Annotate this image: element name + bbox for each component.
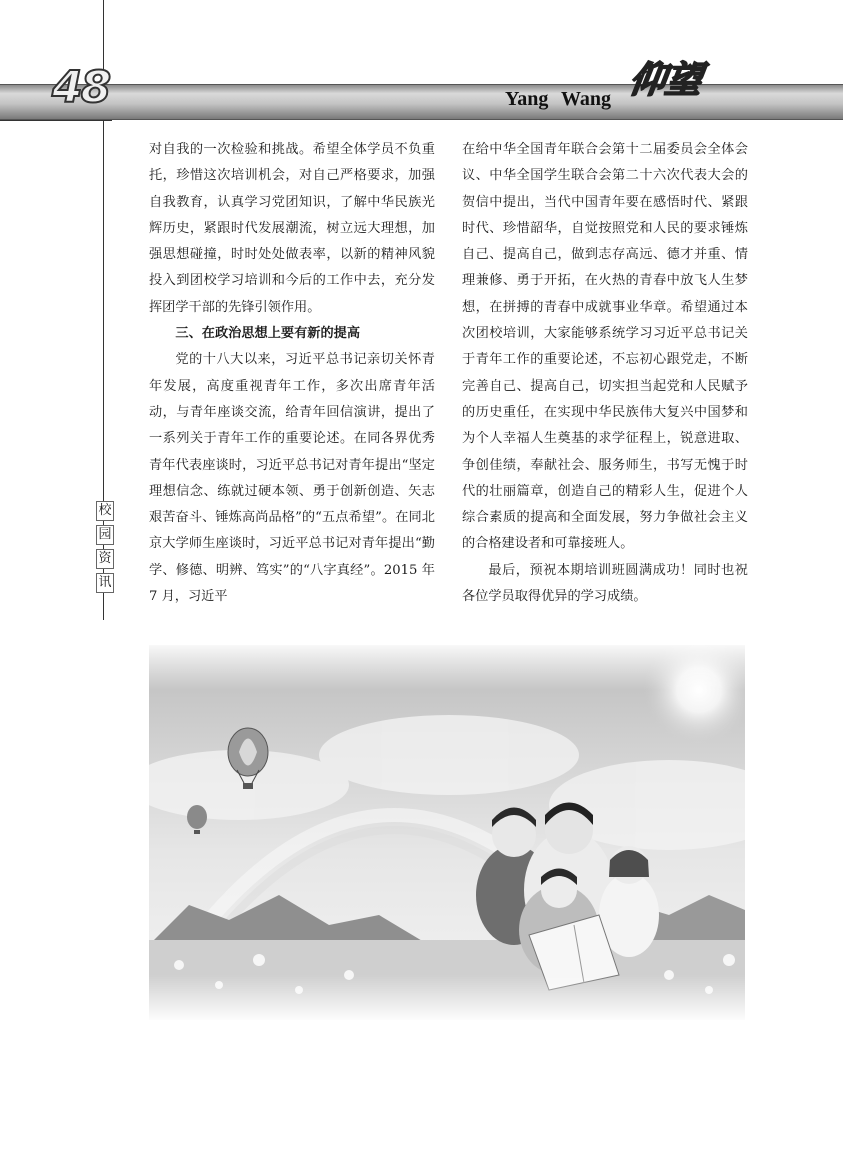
side-label-char: 资	[96, 549, 114, 569]
section-heading: 三、在政治思想上要有新的提高	[175, 326, 361, 342]
side-label-char: 讯	[96, 573, 114, 593]
margin-horizontal-rule	[0, 120, 112, 121]
paragraph: 在给中华全国青年联合会第十二届委员会全体会议、中华全国学生联合会第二十六次代表大会的贺信中提出，当代中国青年要在感悟时代、紧跟时代、珍惜韶华，自觉按照党和人民的要求锤炼自己、提高自己，做到志存高远、德才并重、情理兼修、勇于开拓，在火热的青春中放飞人生梦想，在拼搏的青春中成就事业华章。希望通过本次团校培训，大家能够系统学习习近平总书记关于青年工作的重要论述，不忘初心跟党走，不断完善自己、提高自己，切实担当起党和人民赋予的历史重任，在实现中华民族伟大复兴中国梦和为个人幸福人生奠基的求学征程上，锐意进取、争创佳绩，奉献社会、服务师生，书写无愧于时代的壮丽篇章，创造自己的精彩人生，促进个人综合素质的提高和全面发展，努力争做社会主义的合格建设者和可靠接班人。	[462, 142, 748, 552]
side-label-char: 园	[96, 525, 114, 545]
paragraph: 对自我的一次检验和挑战。希望全体学员不负重托，珍惜这次培训机会，对自己严格要求，加强自我教育，认真学习党团知识，了解中华民族光辉历史，紧跟时代发展潮流，树立远大理想，加强思想碰撞，时时处处做表率，以新的精神风貌投入到团校学习培训和今后的工作中去，充分发挥团学干部的先锋引领作用。	[149, 142, 435, 315]
paragraph: 最后，预祝本期培训班圆满成功！同时也祝各位学员取得优异的学习成绩。	[462, 562, 748, 605]
right-column	[462, 137, 748, 610]
page-number: 48	[52, 62, 110, 113]
magazine-pinyin: Yang Wang	[505, 88, 612, 110]
left-column	[149, 137, 435, 610]
photo-illustration	[149, 645, 745, 1020]
section-side-label	[96, 501, 114, 597]
family-reading-photo	[149, 645, 745, 1020]
magazine-logo: 仰望	[626, 60, 705, 101]
paragraph: 党的十八大以来，习近平总书记亲切关怀青年发展，高度重视青年工作，多次出席青年活动，与青年座谈交流，给青年回信演讲，提出了一系列关于青年工作的重要论述。在同各界优秀青年代表座谈时，习近平总书记对青年提出“坚定理想信念、练就过硬本领、勇于创新创造、矢志艰苦奋斗、锤炼高尚品格”的“五点希望”。在同北京大学师生座谈时，习近平总书记对青年提出“勤学、修德、明辨、笃实”的“八字真经”。2015 年 7 月，习近平	[149, 352, 435, 605]
header-band	[0, 84, 843, 120]
side-label-char: 校	[96, 501, 114, 521]
